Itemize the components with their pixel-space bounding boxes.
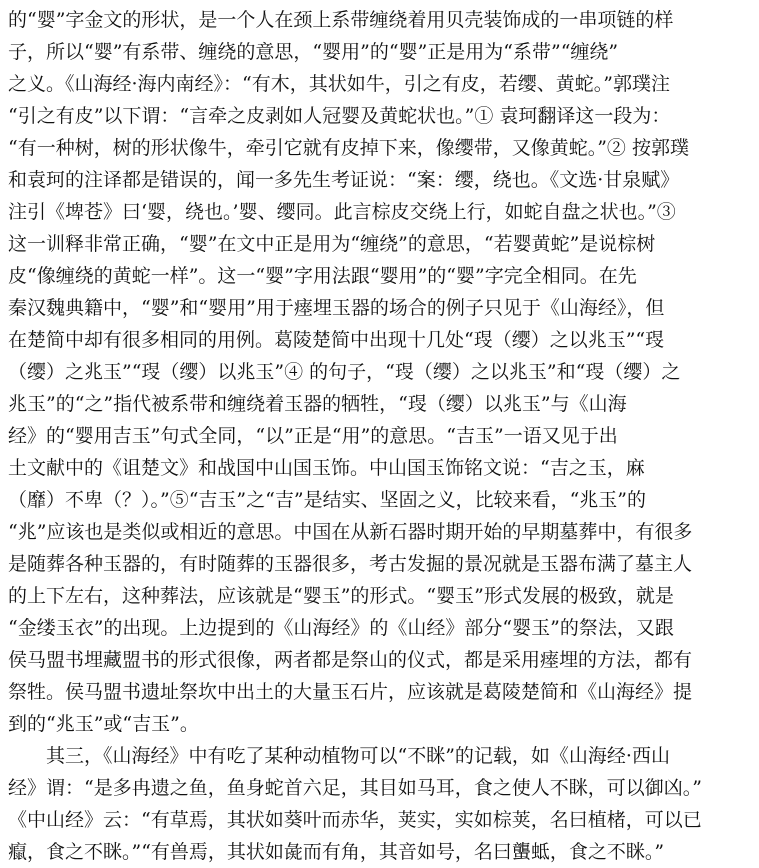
paragraph-2 bbox=[8, 740, 752, 868]
text-line: “有一种树，树的形状像牛，牵引它就有皮掉下来，像缨带，又像黄蛇。”② 按郭璞 bbox=[8, 137, 689, 159]
text-line: 其三，《山海经》中有吃了某种动植物可以“不眯”的记载，如《山海经·西山 bbox=[46, 745, 670, 767]
text-line: 兆玉”的“之”指代被系带和缠绕着玉器的牺牲，“琝（缨）以兆玉”与《山海 bbox=[8, 393, 627, 415]
text-line: （缨）之兆玉”“琝（缨）以兆玉”④ 的句子，“琝（缨）之以兆玉”和“琝（缨）之 bbox=[8, 361, 681, 383]
text-line: 经》谓：“是多冉遗之鱼，鱼身蛇首六足，其目如马耳，食之使人不眯，可以御凶。” bbox=[8, 777, 702, 799]
text-line: “金缕玉衣”的出现。上边提到的《山海经》的《山经》部分“婴玉”的祭法，又跟 bbox=[8, 617, 674, 639]
text-line: 这一训释非常正确，“婴”在文中正是用为“缠绕”的意思，“若婴黄蛇”是说棕树 bbox=[8, 233, 656, 255]
text-line: 之义。《山海经·海内南经》：“有木，其状如牛，引之有皮，若缨、黄蛇。”郭璞注 bbox=[8, 73, 670, 95]
text-line: 到的“兆玉”或“吉玉”。 bbox=[8, 713, 199, 735]
text-line: 和袁珂的注译都是错误的，闻一多先生考证说：“案：缨，绕也。《文选·甘泉赋》 bbox=[8, 169, 680, 191]
text-line: “兆”应该也是类似或相近的意思。中国在从新石器时期开始的早期墓葬中，有很多 bbox=[8, 521, 693, 543]
text-line: 的上下左右，这种葬法，应该就是“婴玉”的形式。“婴玉”形式发展的极致，就是 bbox=[8, 585, 674, 607]
document-page bbox=[8, 4, 752, 868]
text-line: 注引《埤苍》曰‘婴，绕也。’婴、缨同。此言棕皮交绕上行，如蛇自盘之状也。”③ bbox=[8, 201, 676, 223]
text-line: 侯马盟书埋藏盟书的形式很像，两者都是祭山的仪式，都是采用瘗埋的方法，都有 bbox=[8, 649, 693, 671]
text-line: 癙，食之不眯。”“有兽焉，其状如彘而有角，其音如号，名曰蠪蚳，食之不眯。” bbox=[8, 841, 665, 863]
text-line: 子，所以“婴”有系带、缠绕的意思，“婴用”的“婴”正是用为“系带”“缠绕” bbox=[8, 41, 619, 63]
text-line: （靡）不卑（？）。”⑤“吉玉”之“吉”是结实、坚固之义，比较来看，“兆玉”的 bbox=[8, 489, 646, 511]
paragraph-1 bbox=[8, 4, 752, 740]
text-line: 皮“像缠绕的黄蛇一样”。这一“婴”字用法跟“婴用”的“婴”字完全相同。在先 bbox=[8, 265, 637, 287]
text-line: 是随葬各种玉器的，有时随葬的玉器很多，考古发掘的景况就是玉器布满了墓主人 bbox=[8, 553, 693, 575]
text-line: 在楚简中却有很多相同的用例。葛陵楚简中出现十几处“琝（缨）之以兆玉”“琝 bbox=[8, 329, 665, 351]
text-line: 经》的“婴用吉玉”句式全同，“以”正是“用”的意思。“吉玉”一语又见于出 bbox=[8, 425, 618, 447]
text-line: 《中山经》云：“有草焉，其状如葵叶而赤华，荚实，实如棕荚，名曰植楮，可以已 bbox=[8, 809, 702, 831]
text-line: 土文献中的《诅楚文》和战国中山国玉饰。中山国玉饰铭文说：“吉之玉，麻 bbox=[8, 457, 645, 479]
text-line: 祭牲。侯马盟书遗址祭坎中出土的大量玉石片，应该就是葛陵楚简和《山海经》提 bbox=[8, 681, 693, 703]
text-line: 的“婴”字金文的形状，是一个人在颈上系带缠绕着用贝壳装饰成的一串项链的样 bbox=[8, 9, 674, 31]
text-line: 秦汉魏典籍中，“婴”和“婴用”用于瘗埋玉器的场合的例子只见于《山海经》，但 bbox=[8, 297, 665, 319]
text-line: “引之有皮”以下谓：“言牵之皮剥如人冠婴及黄蛇状也。”① 袁珂翻译这一段为： bbox=[8, 105, 671, 127]
